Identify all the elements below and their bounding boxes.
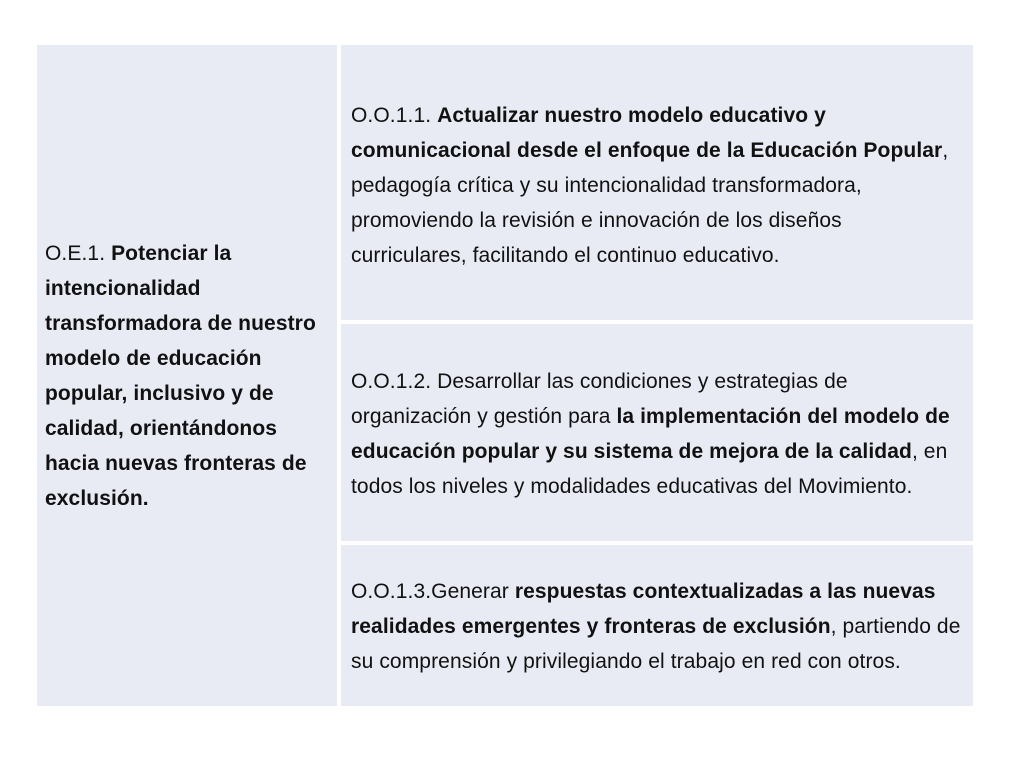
operational-objective-cell-1	[341, 45, 973, 320]
operational-objective-cell-3	[341, 545, 973, 706]
operational-objective-bold-1: Actualizar nuestro modelo educativo y comunicacional desde el enfoque de la Educación Popular	[351, 104, 943, 162]
operational-objective-text-3	[351, 574, 961, 679]
strategic-objective-cell	[37, 45, 337, 706]
operational-objective-text-1	[351, 98, 961, 273]
operational-objective-text-2	[351, 364, 961, 504]
operational-objective-intro-2: O.O.1.2. Desarrollar las condiciones y estrategias de organización y gestión para	[351, 369, 848, 428]
operational-objective-bold-3: respuestas contextualizadas a las nuevas realidades emergentes y fronteras de exclusión	[351, 580, 936, 638]
operational-objective-intro-3: O.O.1.3.Generar	[351, 580, 509, 603]
operational-objective-code-1: O.O.1.1.	[351, 104, 432, 127]
strategic-objective-text	[45, 236, 327, 516]
strategic-objective-code: O.E.1.	[45, 241, 106, 265]
operational-objective-bold-2: la implementación del modelo de educación popular y su sistema de mejora de la calidad	[351, 404, 950, 463]
operational-objective-rest-2: , en todos los niveles y modalidades educativas del Movimiento.	[351, 439, 948, 498]
strategic-objective-description: Potenciar la intencionalidad transformadora de nuestro modelo de educación popular, inclusivo y de calidad, orientándonos hacia nuevas fronteras de exclusión.	[45, 241, 316, 510]
operational-objective-rest-3: , partiendo de su comprensión y privilegiando el trabajo en red con otros.	[351, 615, 961, 673]
objectives-table	[37, 45, 973, 706]
operational-objective-cell-2	[341, 324, 973, 541]
operational-objective-rest-1: , pedagogía crítica y su intencionalidad transformadora, promoviendo la revisión e innovación de los diseños curriculares, facilitando el continuo educativo.	[351, 139, 949, 267]
